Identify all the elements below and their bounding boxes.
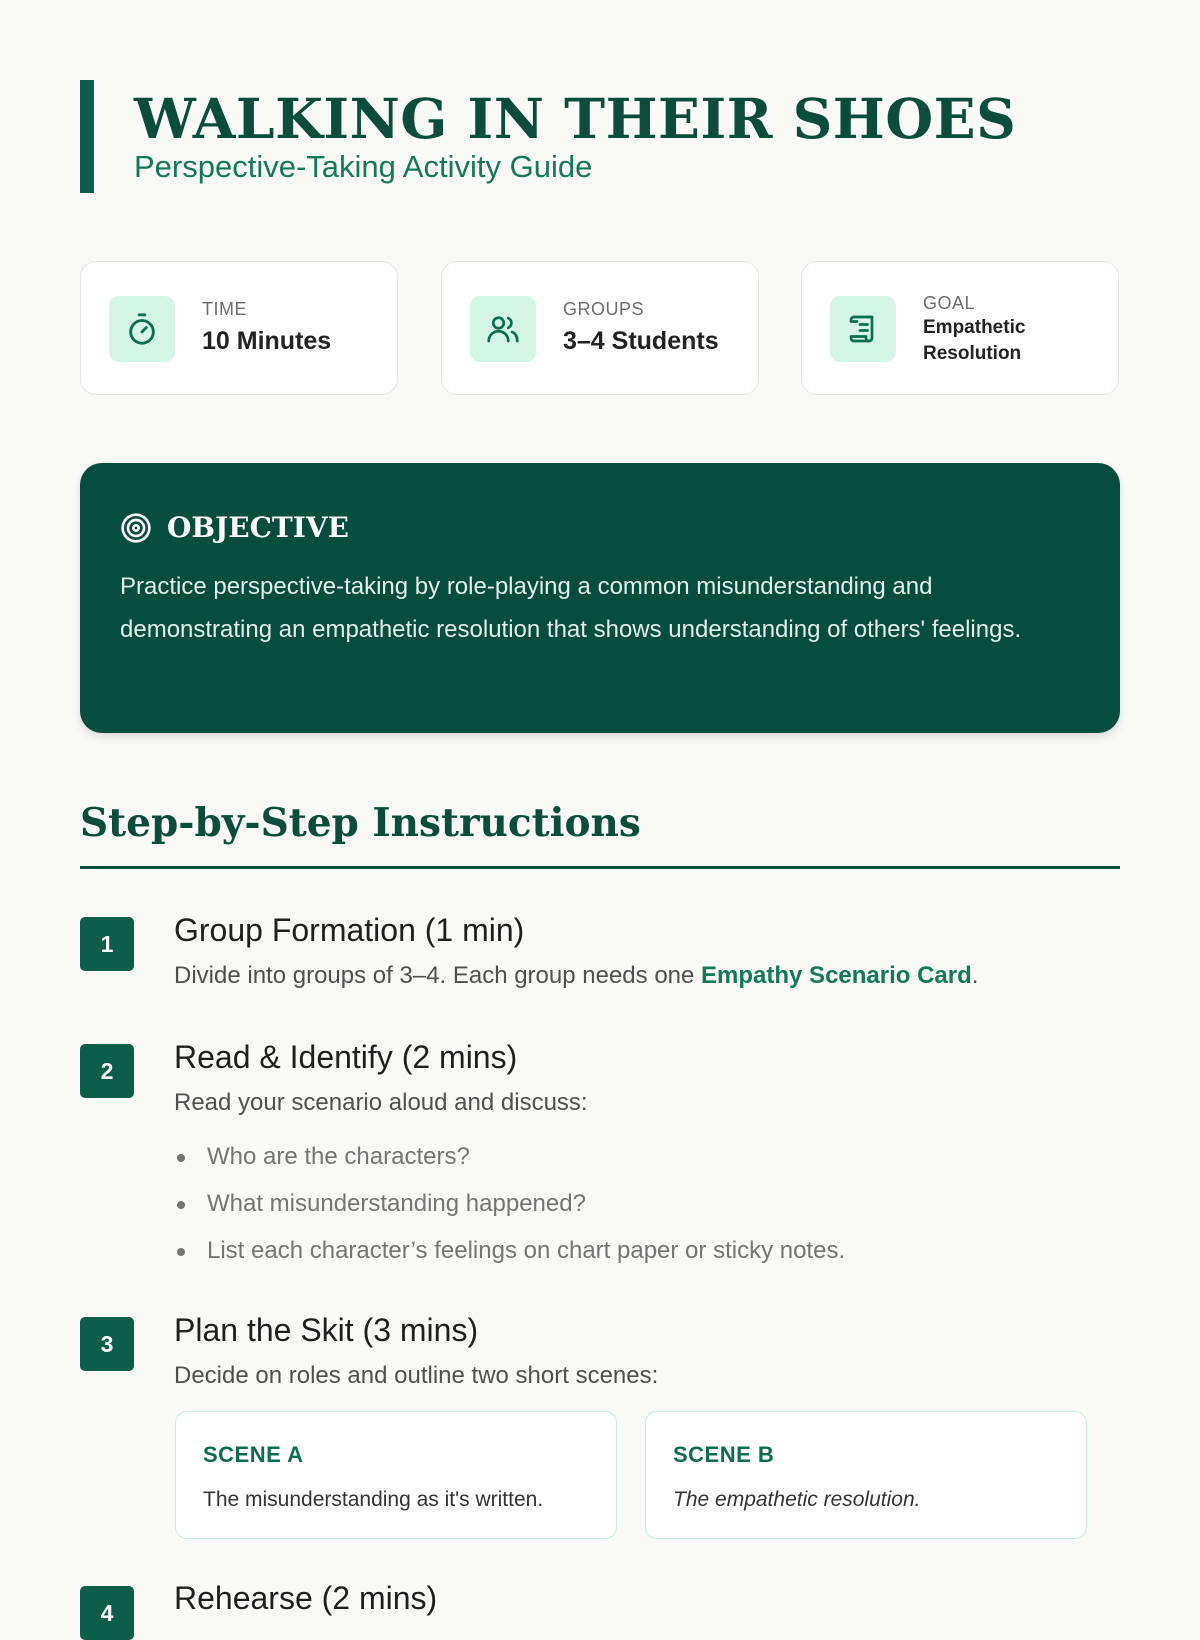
step-description: [174, 962, 978, 990]
stat-card-time: [80, 261, 398, 395]
stat-value: Empathetic Resolution: [923, 317, 1026, 364]
step-number: 1: [80, 917, 134, 971]
scenario-card-highlight: Empathy Scenario Card: [701, 962, 972, 989]
step-description: Read your scenario aloud and discuss:: [174, 1089, 588, 1116]
stat-value: 3–4 Students: [563, 327, 719, 355]
step-description-end: .: [971, 962, 979, 989]
step-description: Decide on roles and outline two short scenes:: [174, 1362, 659, 1389]
scroll-icon: [830, 296, 896, 362]
scene-text: The misunderstanding as it's written.: [203, 1488, 544, 1511]
stat-label: GROUPS: [563, 299, 645, 319]
list-item: List each character’s feelings on chart paper or sticky notes.: [174, 1234, 845, 1281]
scene-card-a: [175, 1411, 617, 1539]
stat-value: 10 Minutes: [202, 327, 332, 355]
step-number: 2: [80, 1044, 134, 1098]
scene-label: SCENE B: [673, 1442, 775, 1467]
scene-label: SCENE A: [203, 1442, 304, 1467]
instructions-heading: Step-by-Step Instructions: [80, 800, 641, 846]
target-icon: [120, 512, 152, 544]
stat-label: TIME: [202, 299, 247, 319]
stat-label: GOAL: [923, 293, 976, 313]
stat-card-groups: [441, 261, 759, 395]
objective-panel: [80, 463, 1120, 733]
step-description-text: Divide into groups of 3–4. Each group needs one: [174, 962, 702, 989]
step-title: Group Formation (1 min): [174, 912, 525, 948]
discussion-list: [174, 1140, 845, 1281]
step-title: Rehearse (2 mins): [174, 1580, 438, 1616]
step-number: 4: [80, 1586, 134, 1640]
scene-text: The empathetic resolution.: [673, 1488, 921, 1511]
objective-title: OBJECTIVE: [167, 511, 349, 544]
section-divider: [80, 866, 1120, 869]
page-subtitle: Perspective-Taking Activity Guide: [134, 149, 593, 184]
stat-card-goal: [801, 261, 1119, 395]
list-item: What misunderstanding happened?: [174, 1187, 845, 1234]
page-header: [80, 80, 1120, 193]
stopwatch-icon: [109, 296, 175, 362]
step-title: Plan the Skit (3 mins): [174, 1312, 479, 1348]
scene-card-b: [645, 1411, 1087, 1539]
step-title: Read & Identify (2 mins): [174, 1039, 518, 1075]
users-icon: [470, 296, 536, 362]
objective-text: Practice perspective-taking by role-playing a common misunderstanding and demonstrating an empathetic resolution that shows understanding of others' feelings.: [120, 573, 1022, 643]
list-item: Who are the characters?: [174, 1140, 845, 1187]
header-accent-bar: [80, 80, 94, 193]
step-number: 3: [80, 1317, 134, 1371]
page-title: WALKING IN THEIR SHOES: [134, 86, 1017, 151]
